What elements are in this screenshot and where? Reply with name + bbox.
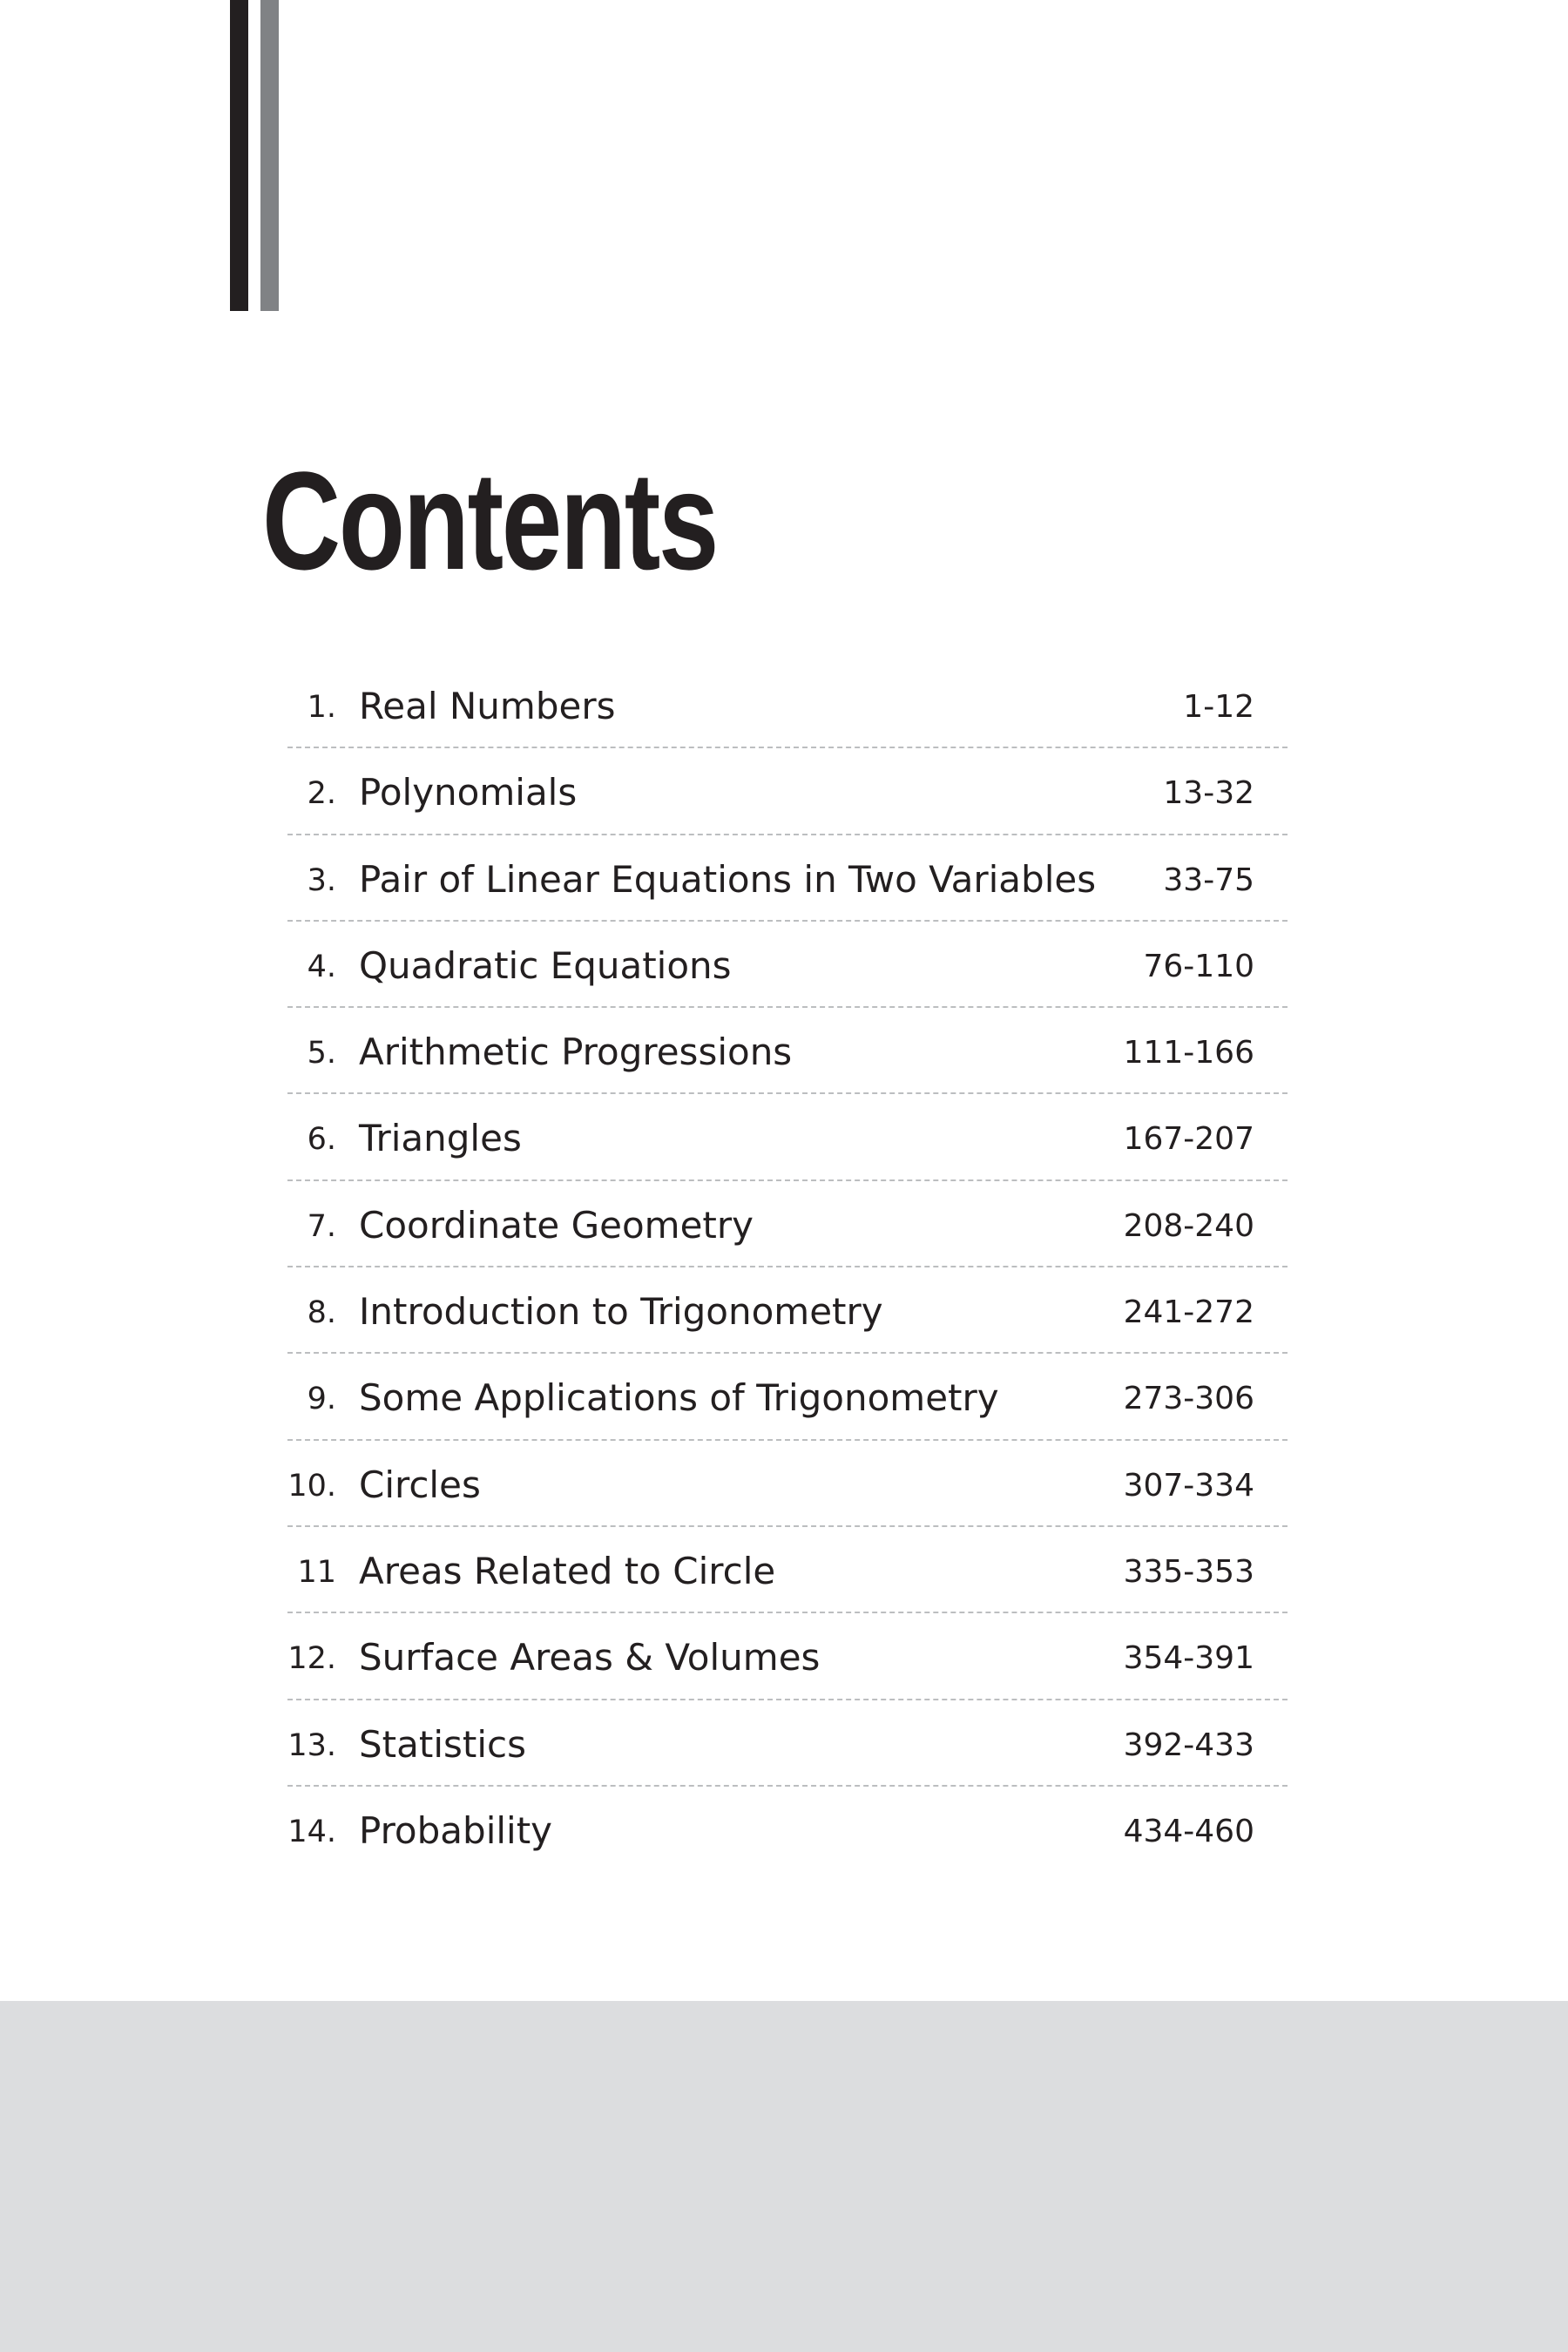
chapter-title: Coordinate Geometry — [359, 1203, 754, 1247]
page-range: 1-12 — [1183, 689, 1254, 725]
toc-row[interactable] — [287, 835, 1288, 922]
toc-row[interactable] — [287, 1441, 1288, 1527]
toc-row[interactable] — [287, 1267, 1288, 1354]
toc-row[interactable] — [287, 1094, 1288, 1180]
page-range: 167-207 — [1123, 1121, 1254, 1158]
chapter-title: Triangles — [359, 1117, 522, 1160]
page-range: 335-353 — [1123, 1553, 1254, 1590]
chapter-title: Some Applications of Trigonometry — [359, 1376, 999, 1420]
page-range: 307-334 — [1123, 1467, 1254, 1504]
page-range: 273-306 — [1123, 1381, 1254, 1417]
footer-band — [0, 2001, 1568, 2352]
chapter-number: 7. — [307, 1208, 336, 1244]
chapter-number: 14. — [287, 1814, 336, 1849]
toc-row[interactable] — [287, 922, 1288, 1008]
toc-row[interactable] — [287, 662, 1288, 748]
chapter-number: 2. — [307, 776, 336, 812]
chapter-number: 4. — [307, 949, 336, 984]
page-range: 33-75 — [1163, 862, 1254, 898]
chapter-number: 11 — [297, 1554, 336, 1590]
toc-row[interactable] — [287, 1613, 1288, 1700]
chapter-title: Arithmetic Progressions — [359, 1031, 793, 1074]
chapter-title: Quadratic Equations — [359, 943, 732, 987]
page-range: 111-166 — [1123, 1035, 1254, 1071]
chapter-number: 12. — [287, 1641, 336, 1677]
page-range: 76-110 — [1143, 948, 1254, 984]
decorative-bar-grey — [260, 0, 279, 311]
page-range: 392-433 — [1123, 1727, 1254, 1763]
chapter-title: Surface Areas & Volumes — [359, 1636, 821, 1680]
page-title: Contents — [262, 443, 718, 598]
chapter-number: 8. — [307, 1295, 336, 1331]
chapter-title: Introduction to Trigonometry — [359, 1290, 883, 1334]
chapter-title: Pair of Linear Equations in Two Variables — [359, 857, 1097, 901]
toc-row[interactable] — [287, 1527, 1288, 1613]
chapter-number: 3. — [307, 862, 336, 898]
page-range: 354-391 — [1123, 1640, 1254, 1677]
toc-row[interactable] — [287, 1700, 1288, 1787]
chapter-title: Polynomials — [359, 771, 578, 814]
chapter-title: Areas Related to Circle — [359, 1549, 776, 1592]
chapter-title: Statistics — [359, 1722, 526, 1766]
toc-row[interactable] — [287, 1181, 1288, 1267]
toc-row[interactable] — [287, 1354, 1288, 1440]
chapter-number: 10. — [287, 1468, 336, 1504]
chapter-number: 6. — [307, 1122, 336, 1158]
chapter-number: 5. — [307, 1036, 336, 1071]
page-range: 208-240 — [1123, 1207, 1254, 1244]
chapter-title: Real Numbers — [359, 685, 616, 727]
chapter-number: 13. — [287, 1727, 336, 1763]
page-range: 13-32 — [1163, 775, 1254, 812]
chapter-title: Probability — [359, 1808, 553, 1852]
page-range: 241-272 — [1123, 1294, 1254, 1331]
toc-row[interactable] — [287, 1787, 1288, 1873]
page-range: 434-460 — [1123, 1813, 1254, 1849]
decorative-bar-dark — [230, 0, 248, 311]
chapter-number: 1. — [307, 690, 336, 725]
table-of-contents — [287, 662, 1288, 1873]
chapter-number: 9. — [307, 1382, 336, 1417]
chapter-title: Circles — [359, 1463, 481, 1506]
toc-row[interactable] — [287, 1008, 1288, 1094]
toc-row[interactable] — [287, 748, 1288, 835]
